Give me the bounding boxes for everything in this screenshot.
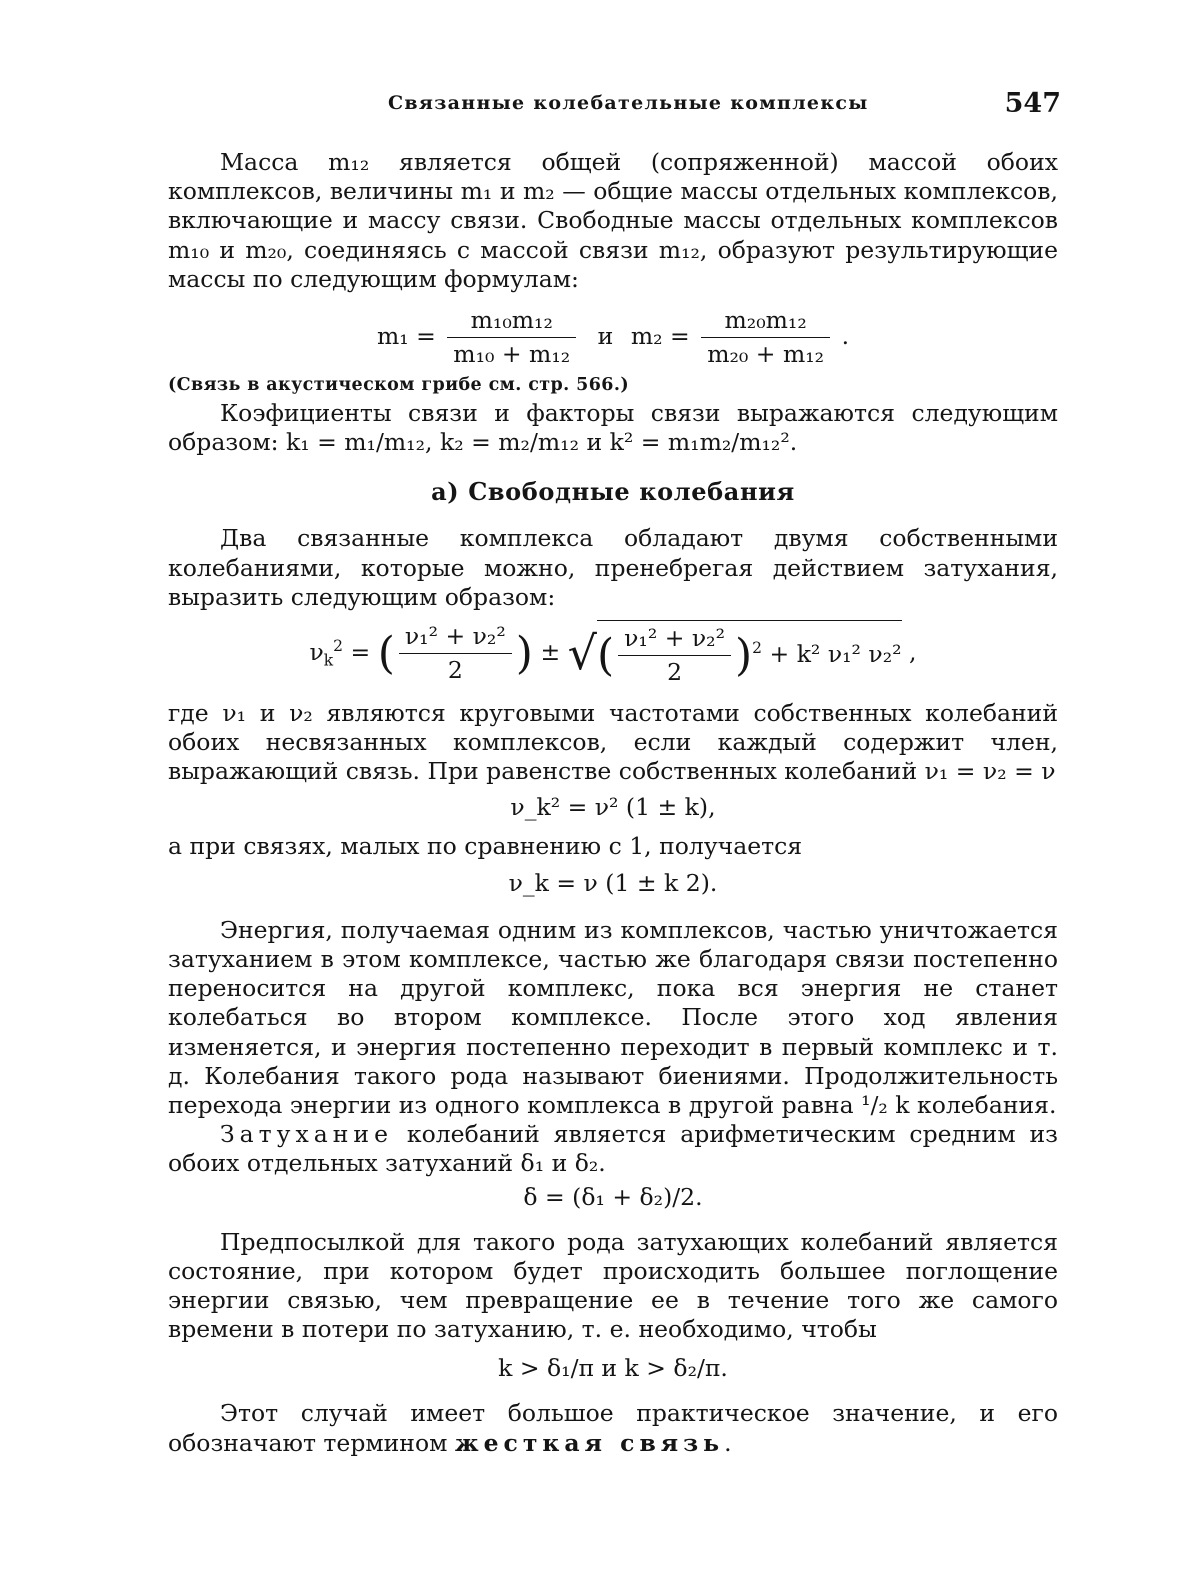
term-damping: Затухание [220, 1120, 393, 1149]
fraction-nu-mean-sq-numerator: ν₁² + ν₂² [618, 624, 731, 656]
paragraph-condition: Предпосылкой для такого рода затухающих колебаний является состояние, при котором будет происходить большее поглощение энергии связью, чем превращение ее в течение того же самого времени в потери по затуханию, т. е. необходимо, чтобы [168, 1227, 1058, 1344]
paragraph-rigid-coupling: Этот случай имеет большое практическое значение, и его обозначают термином жесткая связь. [168, 1399, 1058, 1457]
formula-resulting-masses [168, 306, 1058, 369]
paragraph-masses: Масса m₁₂ является общей (сопряженной) массой обоих комплексов, величины m₁ и m₂ — общие массы отдельных комплексов, включающие и массу связи. Свободные массы отдельных комплексов m₁₀ и m₂₀, соединяясь с массой связи m₁₂, образуют результирующие массы по следующим формулам: [168, 148, 1058, 293]
formula-m2-lhs: m₂ = [630, 322, 690, 351]
paragraph-free-oscillations: Два связанные комплекса обладают двумя собственными колебаниями, которые можно, пренебрегая действием затухания, выразить следующим образом: [168, 524, 1058, 611]
fraction-nu-mean-numerator: ν₁² + ν₂² [399, 622, 512, 654]
fraction-m1-numerator: m₁₀m₁₂ [447, 306, 576, 338]
formula-m1-lhs: m₁ = [376, 322, 436, 351]
paragraph-small-coupling: а при связях, малых по сравнению с 1, получается [168, 831, 803, 860]
page-body [168, 148, 1058, 1458]
fraction-m2-numerator: m₂₀m₁₂ [701, 306, 830, 338]
formula-mean-damping: δ = (δ₁ + δ₂)/2. [523, 1182, 703, 1211]
formula-m2-end: . [841, 322, 850, 351]
fraction-m2 [701, 306, 830, 369]
fraction-nu-mean-sq-denominator: 2 [667, 658, 683, 687]
nu-equals: = [350, 638, 371, 667]
nu-end: , [909, 638, 917, 667]
nu-lhs: $\nu_k^2$ [309, 637, 344, 670]
formula-small-coupling: ν_k = ν (1 ± k 2). [508, 868, 718, 897]
formula-eigenfrequencies: $\nu_k^2$ = ( $\frac{\text{ν₁² + ν₂²}}{2}$ ) ± √( $\frac{\text{ν₁² + ν₂²}}{2}$ )$^2$ + k² ν₁² ν₂² , [309, 622, 917, 687]
nu-coupling-term: + k² ν₁² ν₂² [769, 640, 902, 669]
fraction-m1 [447, 306, 576, 369]
nu-plus-minus: ± [540, 638, 561, 667]
paragraph-coupling-coefficients: Коэфициенты связи и факторы связи выражаются следующим образом: k₁ = m₁/m₁₂, k₂ = m₂/m₁₂ и k² = m₁m₂/m₁₂². [168, 399, 1058, 457]
page-number: 547 [1004, 88, 1061, 119]
fraction-nu-mean-sq [618, 624, 731, 687]
note-acoustic-reference: (Связь в акустическом грибе см. стр. 566.) [168, 375, 630, 396]
fraction-nu-mean [399, 622, 512, 685]
formula-condition: k > δ₁/π и k > δ₂/π. [498, 1354, 728, 1383]
paragraph-beats: Энергия, получаемая одним из комплексов, частью уничтожается затуханием в этом комплексе, частью же благодаря связи постепенно переносится на другой комплекс, пока вся энергия не станет колебаться во втором комплексе. После этого ход явления изменяется, и энергия постепенно переходит в первый комплекс и т. д. Колебания такого рода называют биениями. Продолжительность перехода энергии из одного комплекса в другой равна ¹/₂ k колебания. [168, 915, 1058, 1120]
term-rigid-coupling: жесткая связь [454, 1428, 725, 1457]
formula-conjunction: и [597, 322, 614, 351]
fraction-nu-mean-denominator: 2 [447, 656, 463, 685]
running-title: Связанные колебательные комплексы [388, 92, 869, 114]
running-header [0, 88, 1191, 122]
formula-equal-frequencies: ν_k² = ν² (1 ± k), [510, 792, 716, 821]
paragraph-circular-frequencies: где ν₁ и ν₂ являются круговыми частотами собственных колебаний обоих несвязанных комплексов, если каждый содержит член, выражающий связь. При равенстве собственных колебаний ν₁ = ν₂ = ν [168, 699, 1058, 786]
fraction-m2-denominator: m₂₀ + m₁₂ [707, 340, 825, 369]
fraction-m1-denominator: m₁₀ + m₁₂ [453, 340, 571, 369]
paragraph-damping: Затухание колебаний является арифметическим средним из обоих отдельных затуханий δ₁ и δ₂. [168, 1120, 1058, 1178]
section-heading: а) Свободные колебания [431, 477, 795, 507]
